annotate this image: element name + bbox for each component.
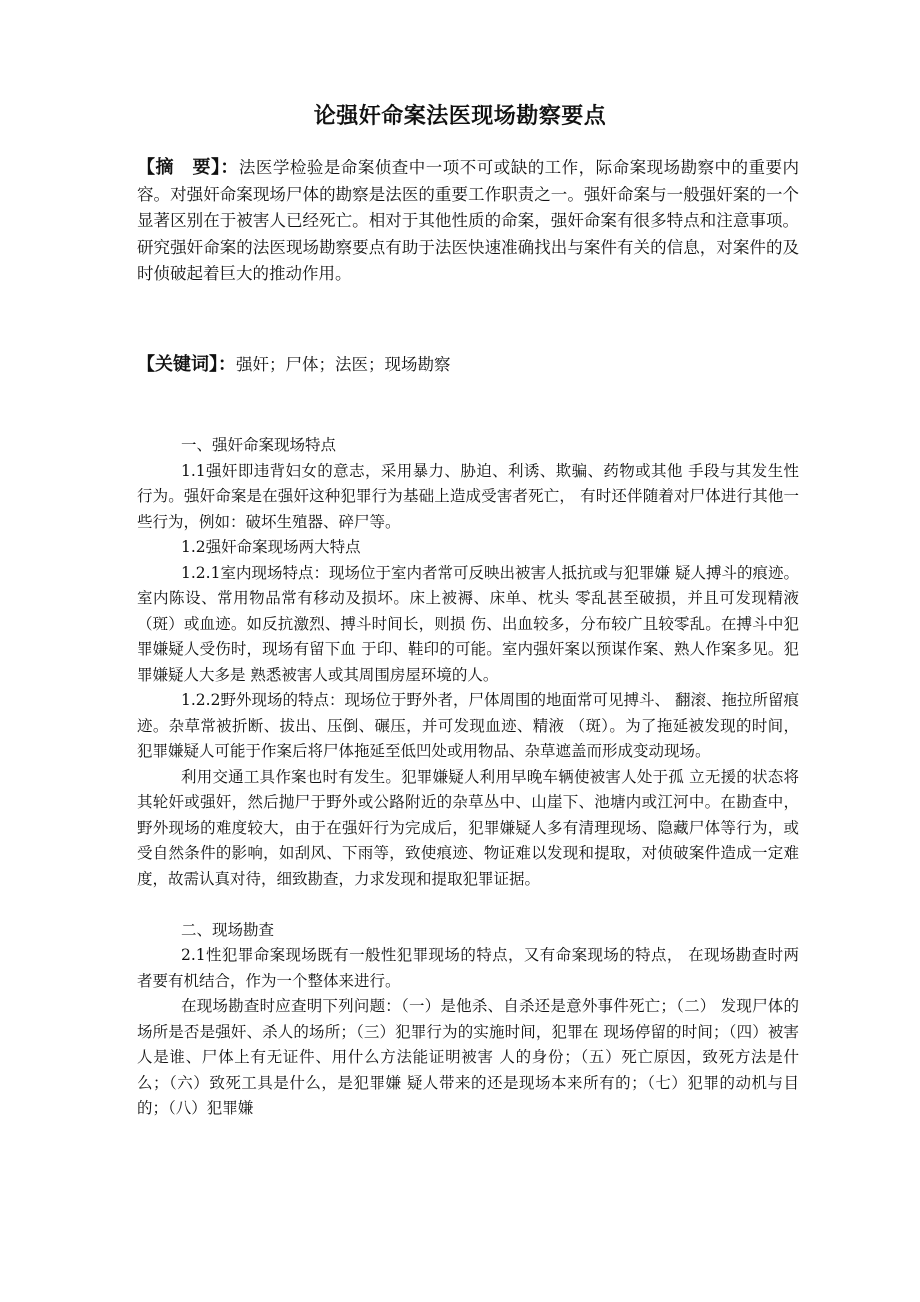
paragraph-1-2: 1.2强奸命案现场两大特点 [181, 538, 361, 556]
section-heading-1: 一、强奸命案现场特点 [181, 436, 337, 454]
paragraph-1-1: 1.1强奸即违背妇女的意志，采用暴力、胁迫、利诱、欺骗、药物或其他 手段与其发生性行为。强奸命案是在强奸这种犯罪行为基础上造成受害者死亡， 有时还伴随着对尸体进行其他一些行为，例如：破坏生殖器、碎尸等。 [137, 461, 799, 531]
abstract-paragraph [137, 155, 799, 288]
keywords-text: 强奸；尸体；法医；现场勘察 [236, 355, 451, 374]
paragraph-2-1: 2.1性犯罪命案现场既有一般性犯罪现场的特点，又有命案现场的特点， 在现场勘查时两者要有机结合，作为一个整体来进行。 [137, 946, 799, 990]
abstract-text: 法医学检验是命案侦查中一项不可或缺的工作，际命案现场勘察中的重要内容。对强奸命案现场尸体的勘察是法医的重要工作职责之一。强奸命案与一般强奸案的一个显著区别在于被害人已经死亡。相对于其他性质的命案，强奸命案有很多特点和注意事项。研究强奸命案的法医现场勘察要点有助于法医快速准确找出与案件有关的信息，对案件的及时侦破起着巨大的推动作用。 [137, 158, 800, 283]
paragraph-1-2-1: 1.2.1室内现场特点：现场位于室内者常可反映出被害人抵抗或与犯罪嫌 疑人搏斗的痕迹。室内陈设、常用物品常有移动及损坏。床上被褥、床单、枕头 零乱甚至破损，并且可发现精液（斑）或血迹。如反抗激烈、搏斗时间长，则损 伤、出血较多，分布较广且较零乱。在搏斗中犯罪嫌疑人受伤时，现场有留下血 于印、鞋印的可能。室内强奸案以预谋作案、熟人作案多见。犯罪嫌疑人大多是 熟悉被害人或其周围房屋环境的人。 [137, 563, 799, 684]
document-title: 论强奸命案法医现场勘察要点 [313, 104, 607, 129]
keywords-label: 【关键词】： [137, 354, 236, 375]
paragraph-1-2-2: 1.2.2野外现场的特点：现场位于野外者，尸体周围的地面常可见搏斗、 翻滚、拖拉所留痕迹。杂草常被折断、拔出、压倒、碾压，并可发现血迹、精液 （斑）。为了拖延被发现的时间，犯罪嫌疑人可能于作案后将尸体拖延至低凹处或用物品、杂草遮盖而形成变动现场。 [137, 691, 799, 760]
abstract-label: 【摘 要】： [137, 157, 239, 178]
keywords-line [137, 350, 799, 380]
paragraph-questions: 在现场勘查时应查明下列问题：（一）是他杀、自杀还是意外事件死亡；（二） 发现尸体的场所是否是强奸、杀人的场所；（三）犯罪行为的实施时间，犯罪在 现场停留的时间；（四）被害人是谁、尸体上有无证件、用什么方法能证明被害 人的身份；（五）死亡原因，致死方法是什么；（六）致死工具是什么，是犯罪嫌 疑人带来的还是现场本来所有的；（七）犯罪的动机与目的；（八）犯罪嫌 [137, 997, 799, 1117]
section-spacer [137, 892, 799, 918]
section-heading-2: 二、现场勘查 [181, 920, 275, 939]
document-body [137, 433, 799, 1122]
paragraph-transport: 利用交通工具作案也时有发生。犯罪嫌疑人利用早晚车辆使被害人处于孤 立无援的状态将其轮奸或强奸，然后抛尸于野外或公路附近的杂草丛中、山崖下、池塘内或江河中。在勘查中，野外现场的难度较大，由于在强奸行为完成后，犯罪嫌疑人多有清理现场、隐藏尸体等行为，或受自然条件的影响，如刮风、下雨等，致使痕迹、物证难以发现和提取，对侦破案件造成一定难度，故需认真对待，细致勘查，力求发现和提取犯罪证据。 [137, 767, 799, 888]
